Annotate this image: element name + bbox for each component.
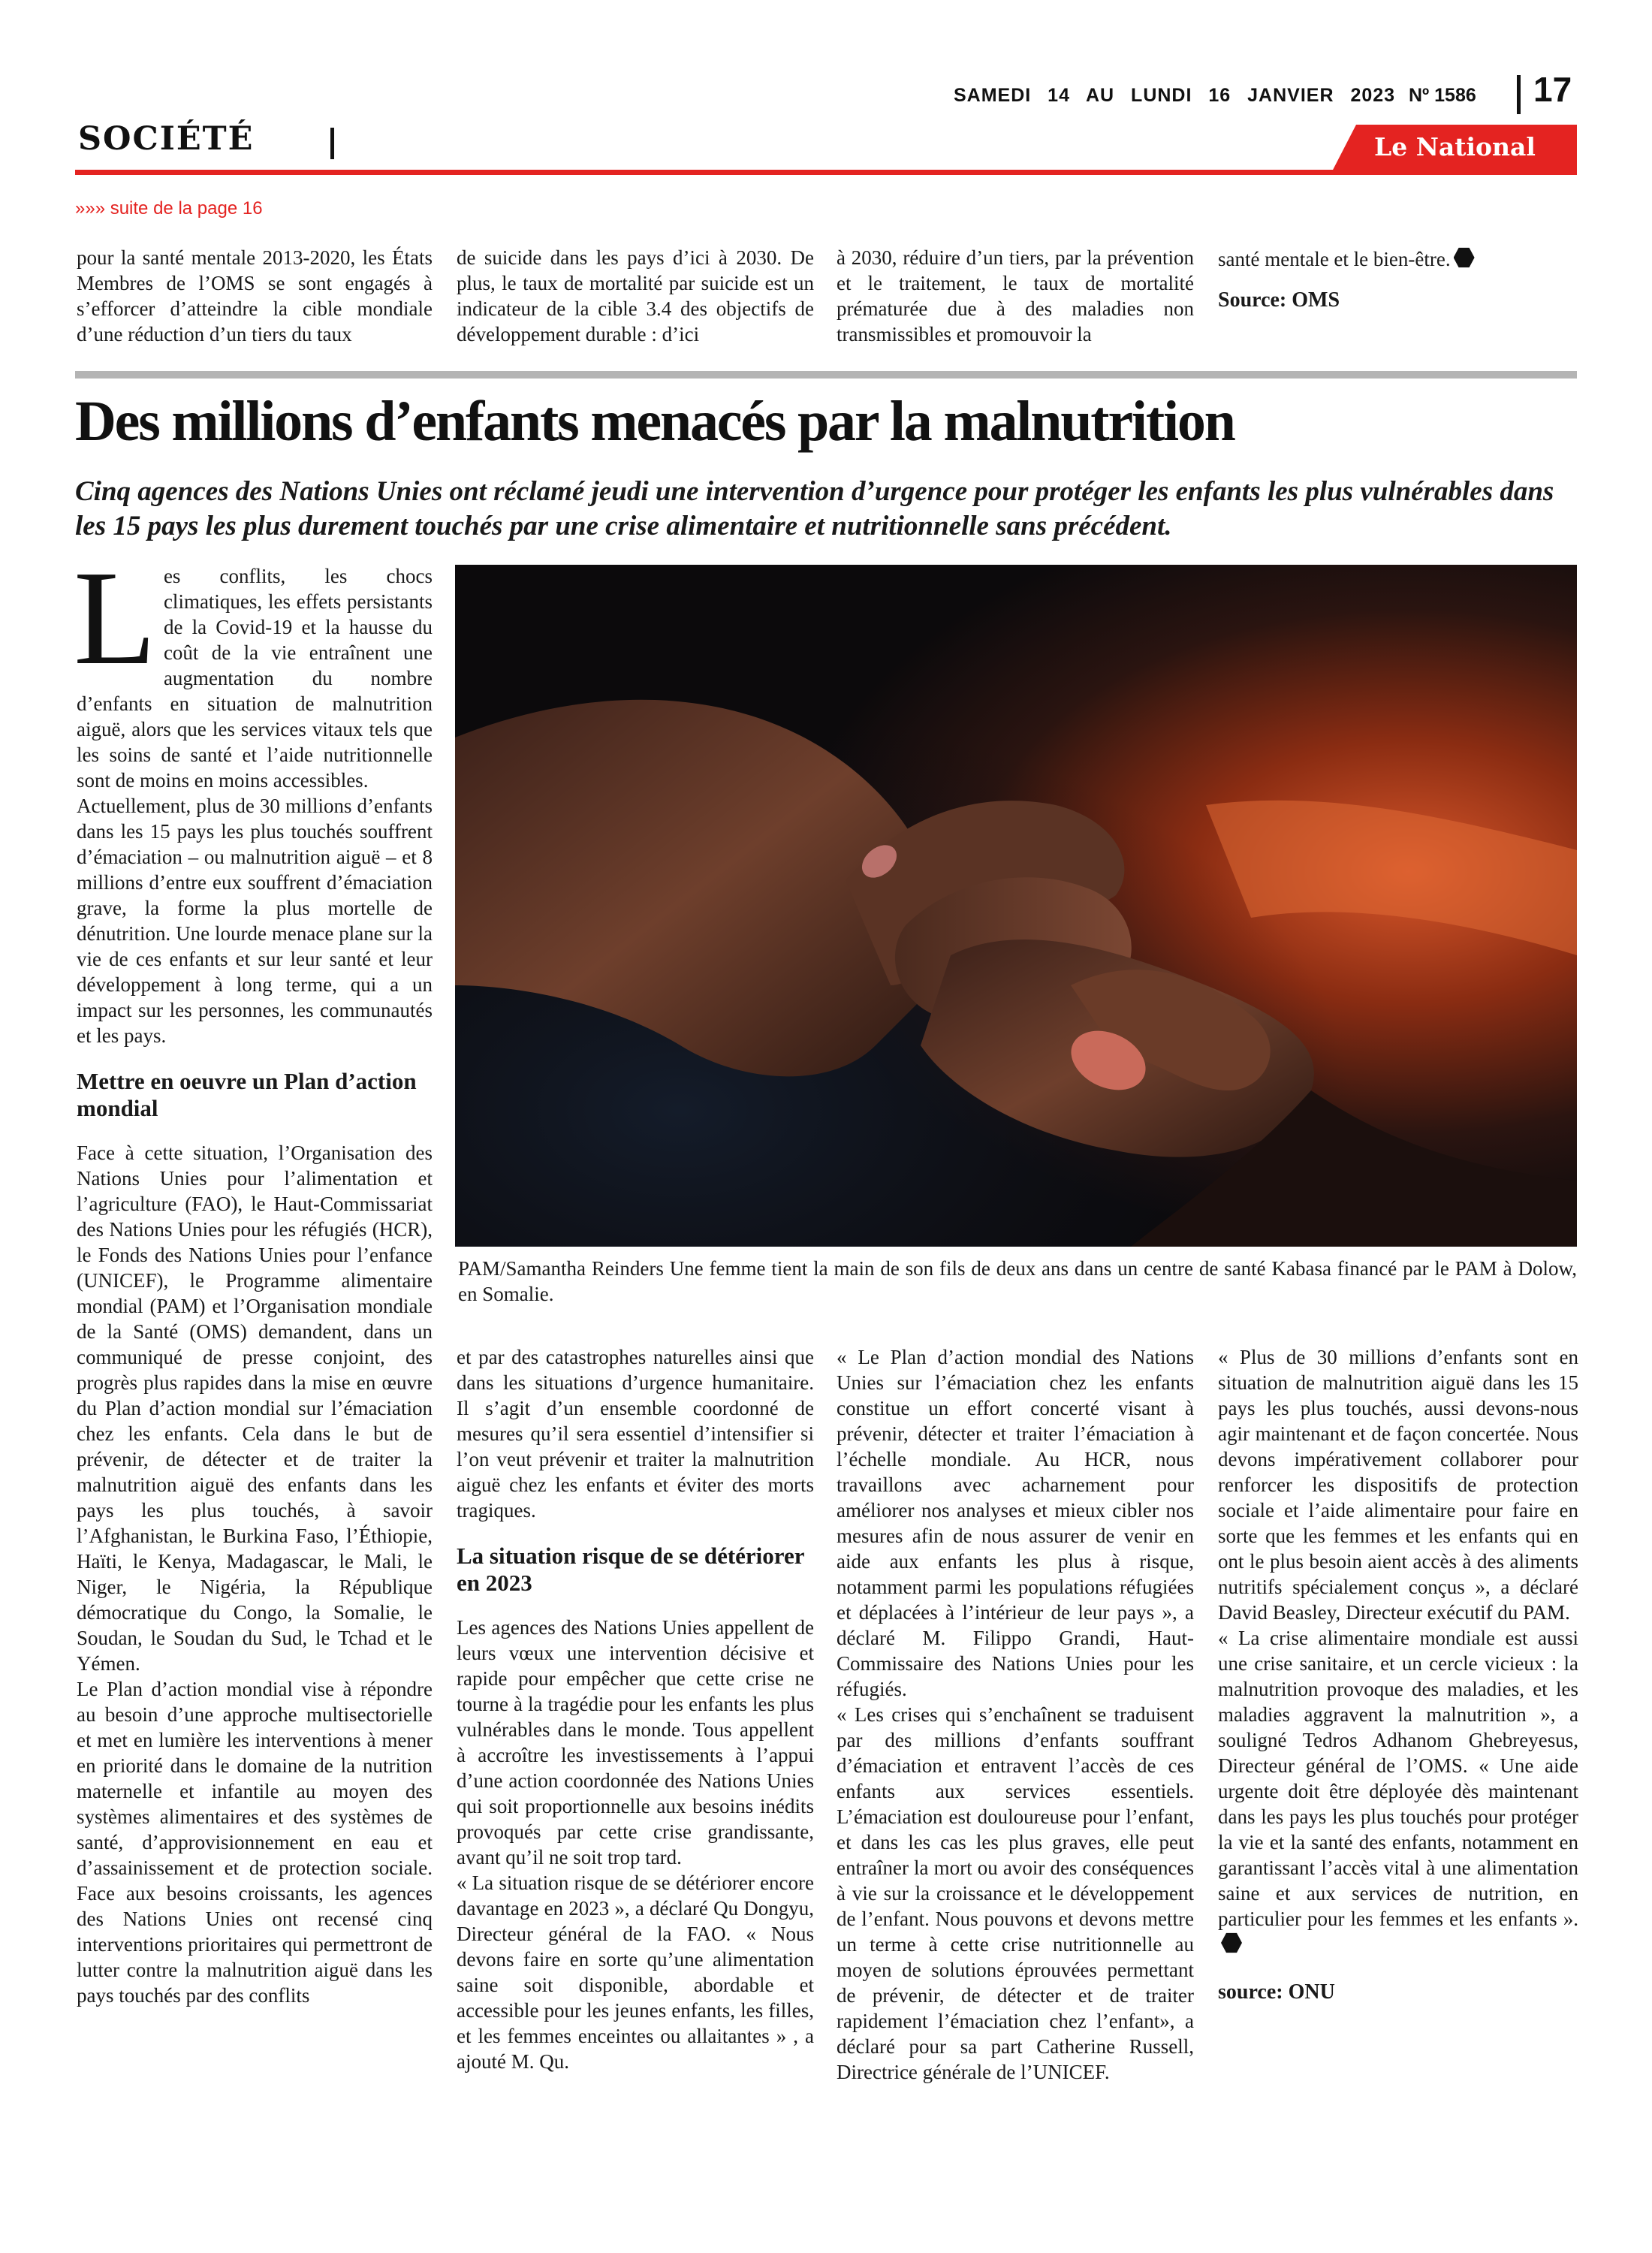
continued-from-label: »»» suite de la page 16: [75, 198, 263, 219]
issue-number: Nº 1586: [1409, 85, 1476, 106]
prev-article-col-4: [1218, 246, 1578, 312]
subheading-1: Mettre en oeuvre un Plan d’action mondial: [77, 1068, 417, 1121]
subheading-2: La situation risque de se détériorer en 2023: [457, 1543, 804, 1596]
article-photo: [455, 565, 1577, 1247]
prev-article-col-3: à 2030, réduire d’un tiers, par la prévention et le traitement, le taux de mortalité prématurée due à des maladies non transmissibles et promouvoir la: [837, 246, 1194, 345]
paragraph-11: « La crise alimentaire mondiale est aussi une crise sanitaire, et un cercle vicieux : la malnutrition provoque des maladies, et les maladies aggravent la malnutrition », a souligné Tedros Adhanom Ghebreyesus, Directeur général de l’OMS. « Une aide urgente doit être déployée dès maintenant dans les pays les plus touchés pour protéger la vie et la santé des enfants, notamment en garantissant l’accès vital à une alimentation saine et aux services de nutrition, en particulier pour les femmes et les enfants ».: [1218, 1627, 1578, 1930]
paragraph-4: Le Plan d’action mondial vise à répondre au besoin d’une approche multisectorielle et met en lumière les interventions à mener en priorité dans le domaine de la nutrition maternelle et infantile au moyen des systèmes alimentaires et des systèmes de santé, d’approvisionnement en eau et d’assainissement et de protection sociale. Face aux besoins croissants, les agences des Nations Unies ont recensé cinq interventions prioritaires qui permettront de lutter contre la malnutrition aiguë dans les pays touchés par des conflits: [77, 1678, 433, 2007]
paragraph-5: et par des catastrophes naturelles ainsi que dans les situations d’urgence humanitaire. Il s’agit d’un ensemble coordonné de mesures qu’il sera essentiel d’intensifier si l’on veut prévenir et traiter la malnutrition aiguë chez les enfants et éviter des morts tragiques.: [457, 1346, 814, 1522]
prev-article-ending: santé mentale et le bien-être.: [1218, 248, 1451, 270]
paragraph-7: « La situation risque de se détériorer encore davantage en 2023 », a déclaré Qu Dongyu, Directeur général de la FAO. « Nous devons faire en sorte qu’une alimentation saine soit disponible, abordable et accessible pour les jeunes enfants, les filles, et les femmes enceintes ou allaitantes » , a ajouté M. Qu.: [457, 1871, 814, 2073]
paragraph-6: Les agences des Nations Unies appellent de leurs vœux une intervention décisive et rapide pour empêcher que cette crise ne tourne à la tragédie pour les enfants les plus vulnérables dans le monde. Tous appellent à accroître les investissements à l’appui d’une action coordonnée des Nations Unies qui soit proportionnelle aux besoins inédits provoqués par cette crise grandissante, avant qu’il ne soit trop tard.: [457, 1616, 814, 1868]
brand-name: Le National: [1374, 132, 1536, 161]
prev-article-col-1: pour la santé mentale 2013-2020, les États Membres de l’OMS se sont engagés à s’efforcer d’atteindre la cible mondiale d’une réduction d’un tiers du taux: [77, 246, 433, 345]
hands-photo-illustration: [455, 565, 1577, 1247]
paragraph-1: es conflits, les chocs climatiques, les effets persistants de la Covid-19 et la hausse du coût de la vie entraînent une augmentation du nombre d’enfants en situation de malnutrition aiguë, alors que les services vitaux tels que les soins de santé et l’aide nutritionnelle sont de moins en moins accessibles.: [77, 565, 433, 792]
drop-cap: L: [74, 543, 156, 692]
paragraph-2: Actuellement, plus de 30 millions d’enfants dans les 15 pays les plus touchés souffrent d’émaciation – ou malnutrition aiguë – et 8 millions d’entre eux souffrent d’émaciation grave, la forme la plus mortelle de dénutrition. Une lourde menace plane sur la vie de ces enfants et sur leur santé et leur développement à long terme, qui a un impact sur les personnes, les communautés et les pays.: [77, 795, 433, 1047]
article-separator: [75, 371, 1577, 379]
article-col-2: [457, 1344, 814, 2074]
section-divider: [330, 128, 334, 159]
dateline: SAMEDI 14 AU LUNDI 16 JANVIER 2023: [954, 85, 1396, 106]
article-col-4: [1218, 1344, 1578, 2005]
paragraph-3: Face à cette situation, l’Organisation des Nations Unies pour l’alimentation et l’agriculture (FAO), le Haut-Commissariat des Nations Unies pour les réfugiés (HCR), le Fonds des Nations Unies pour l’enfance (UNICEF), le Programme alimentaire mondial (PAM) et l’Organisation mondiale de la Santé (OMS) demandent, dans un communiqué de presse conjoint, des progrès plus rapides dans la mise en œuvre du Plan d’action mondial sur l’émaciation chez les enfants. Cela dans le but de prévenir, de détecter et de traiter la malnutrition aiguë des enfants dans les pays les plus touchés, à savoir l’Afghanistan, le Burkina Faso, l’Éthiopie, Haïti, le Kenya, Madagascar, le Mali, le Niger, le Nigéria, la République démocratique du Congo, la Somalie, le Soudan, le Soudan du Sud, le Tchad et le Yémen.: [77, 1142, 433, 1675]
end-mark-icon: [1454, 247, 1475, 268]
photo-caption: PAM/Samantha Reinders Une femme tient la main de son fils de deux ans dans un centre de santé Kabasa financé par le PAM à Dolow, en Somalie.: [458, 1257, 1577, 1305]
header-rule: [75, 170, 1577, 175]
section-title: SOCIÉTÉ: [78, 120, 255, 158]
article-standfirst: Cinq agences des Nations Unies ont réclamé jeudi une intervention d’urgence pour protéger les enfants les plus vulnérables dans les 15 pays les plus durement touchés par une crise alimentaire et nutritionnelle sans précédent.: [75, 476, 1554, 541]
end-mark-icon: [1221, 1932, 1242, 1953]
paragraph-9: « Les crises qui s’enchaînent se traduisent par des millions d’enfants souffrant d’émaciation et entravent l’accès de ces enfants aux services essentiels. L’émaciation est douloureuse pour l’enfant, et dans les cas les plus graves, elle peut entraîner la mort ou avoir des conséquences à vie sur la croissance et le développement de l’enfant. Nous pouvons et devons mettre un terme à cette crise nutritionnelle au moyen de solutions éprouvées permettant de prévenir, de détecter et de traiter rapidement l’émaciation chez l’enfant», a déclaré pour sa part Catherine Russell, Directrice générale de l’UNICEF.: [837, 1703, 1194, 2083]
article-col-1: [74, 543, 433, 2008]
paragraph-8: « Le Plan d’action mondial des Nations Unies sur l’émaciation chez les enfants constitue un effort concerté visant à prévenir, détecter et traiter l’émaciation à l’échelle mondiale. Au HCR, nous travaillons avec acharnement pour améliorer nos analyses et mieux cibler nos mesures afin de nous assurer de venir en aide aux enfants les plus à risque, notamment parmi les populations réfugiées et déplacées à l’intérieur de leur pays », a déclaré M. Filippo Grandi, Haut-Commissaire des Nations Unies pour les réfugiés.: [837, 1346, 1194, 1700]
page-number-divider: [1517, 75, 1521, 114]
paragraph-10: « Plus de 30 millions d’enfants sont en situation de malnutrition aiguë dans les 15 pays les plus touchés, aussi devons-nous agir maintenant et de façon concertée. Nous devons impérativement collaborer pour renforcer les dispositifs de protection sociale et l’aide alimentaire pour faire en sorte que les femmes et les enfants qui en ont le plus besoin aient accès à des aliments nutritifs spécialement conçus », a déclaré David Beasley, Directeur exécutif du PAM.: [1218, 1346, 1578, 1624]
article-col-3: [837, 1344, 1194, 2085]
prev-article-col-2: de suicide dans les pays d’ici à 2030. De plus, le taux de mortalité par suicide est un indicateur de la cible 3.4 des objectifs de développement durable : d’ici: [457, 246, 814, 345]
prev-article-source: Source: OMS: [1218, 288, 1340, 312]
article-source: source: ONU: [1218, 1980, 1335, 2004]
article-headline: Des millions d’enfants menacés par la malnutrition: [75, 390, 1234, 453]
page-number: 17: [1533, 70, 1572, 109]
